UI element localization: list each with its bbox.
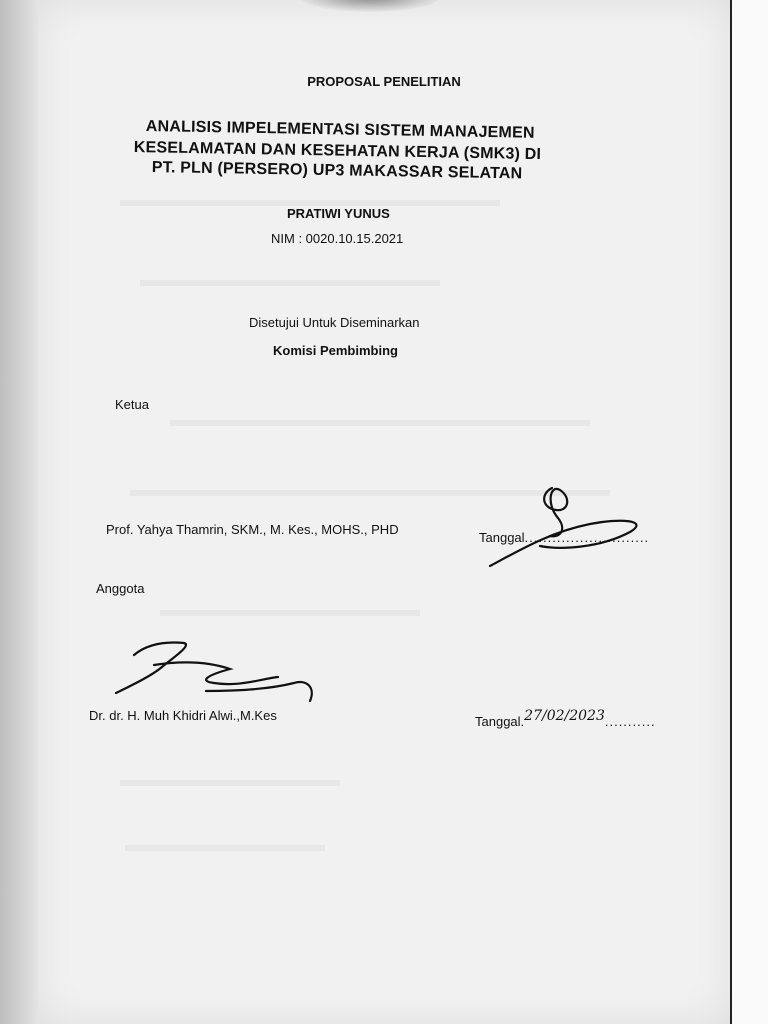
member-signature: [110, 635, 330, 705]
chair-date-label: Tanggal: [479, 530, 525, 545]
member-date-label: Tanggal.: [475, 714, 525, 729]
author-name: PRATIWI YUNUS: [287, 206, 390, 221]
member-date-value: 27/02/2023: [524, 708, 605, 724]
bleed-through-line: [160, 610, 420, 616]
document-header: PROPOSAL PENELITIAN: [307, 74, 461, 89]
member-date-field: [475, 708, 656, 730]
chair-name: Prof. Yahya Thamrin, SKM., M. Kes., MOHS., PHD: [106, 522, 399, 537]
approval-text: Disetujui Untuk Diseminarkan: [249, 315, 420, 330]
chair-role-label: Ketua: [115, 397, 149, 412]
bleed-through-line: [170, 420, 590, 426]
title-line-2: KESELAMATAN DAN KESEHATAN KERJA (SMK3) DI: [133, 139, 542, 164]
title-line-3: PT. PLN (PERSERO) UP3 MAKASSAR SELATAN: [151, 159, 523, 183]
member-name: Dr. dr. H. Muh Khidri Alwi.,M.Kes: [89, 708, 277, 723]
member-date-dots: ...........: [604, 714, 656, 729]
chair-date-dots: ...........................: [524, 530, 650, 545]
bleed-through-line: [140, 280, 440, 286]
bleed-through-line: [125, 845, 325, 851]
bleed-through-line: [120, 780, 340, 786]
member-role-label: Anggota: [96, 581, 145, 596]
scan-right-edge: [730, 0, 768, 1024]
committee-label: Komisi Pembimbing: [273, 343, 398, 358]
chair-signature: [480, 480, 650, 580]
author-nim: NIM : 0020.10.15.2021: [271, 231, 404, 246]
title-line-1: ANALISIS IMPELEMENTASI SISTEM MANAJEMEN: [145, 118, 535, 142]
scan-left-edge: [0, 0, 38, 1024]
